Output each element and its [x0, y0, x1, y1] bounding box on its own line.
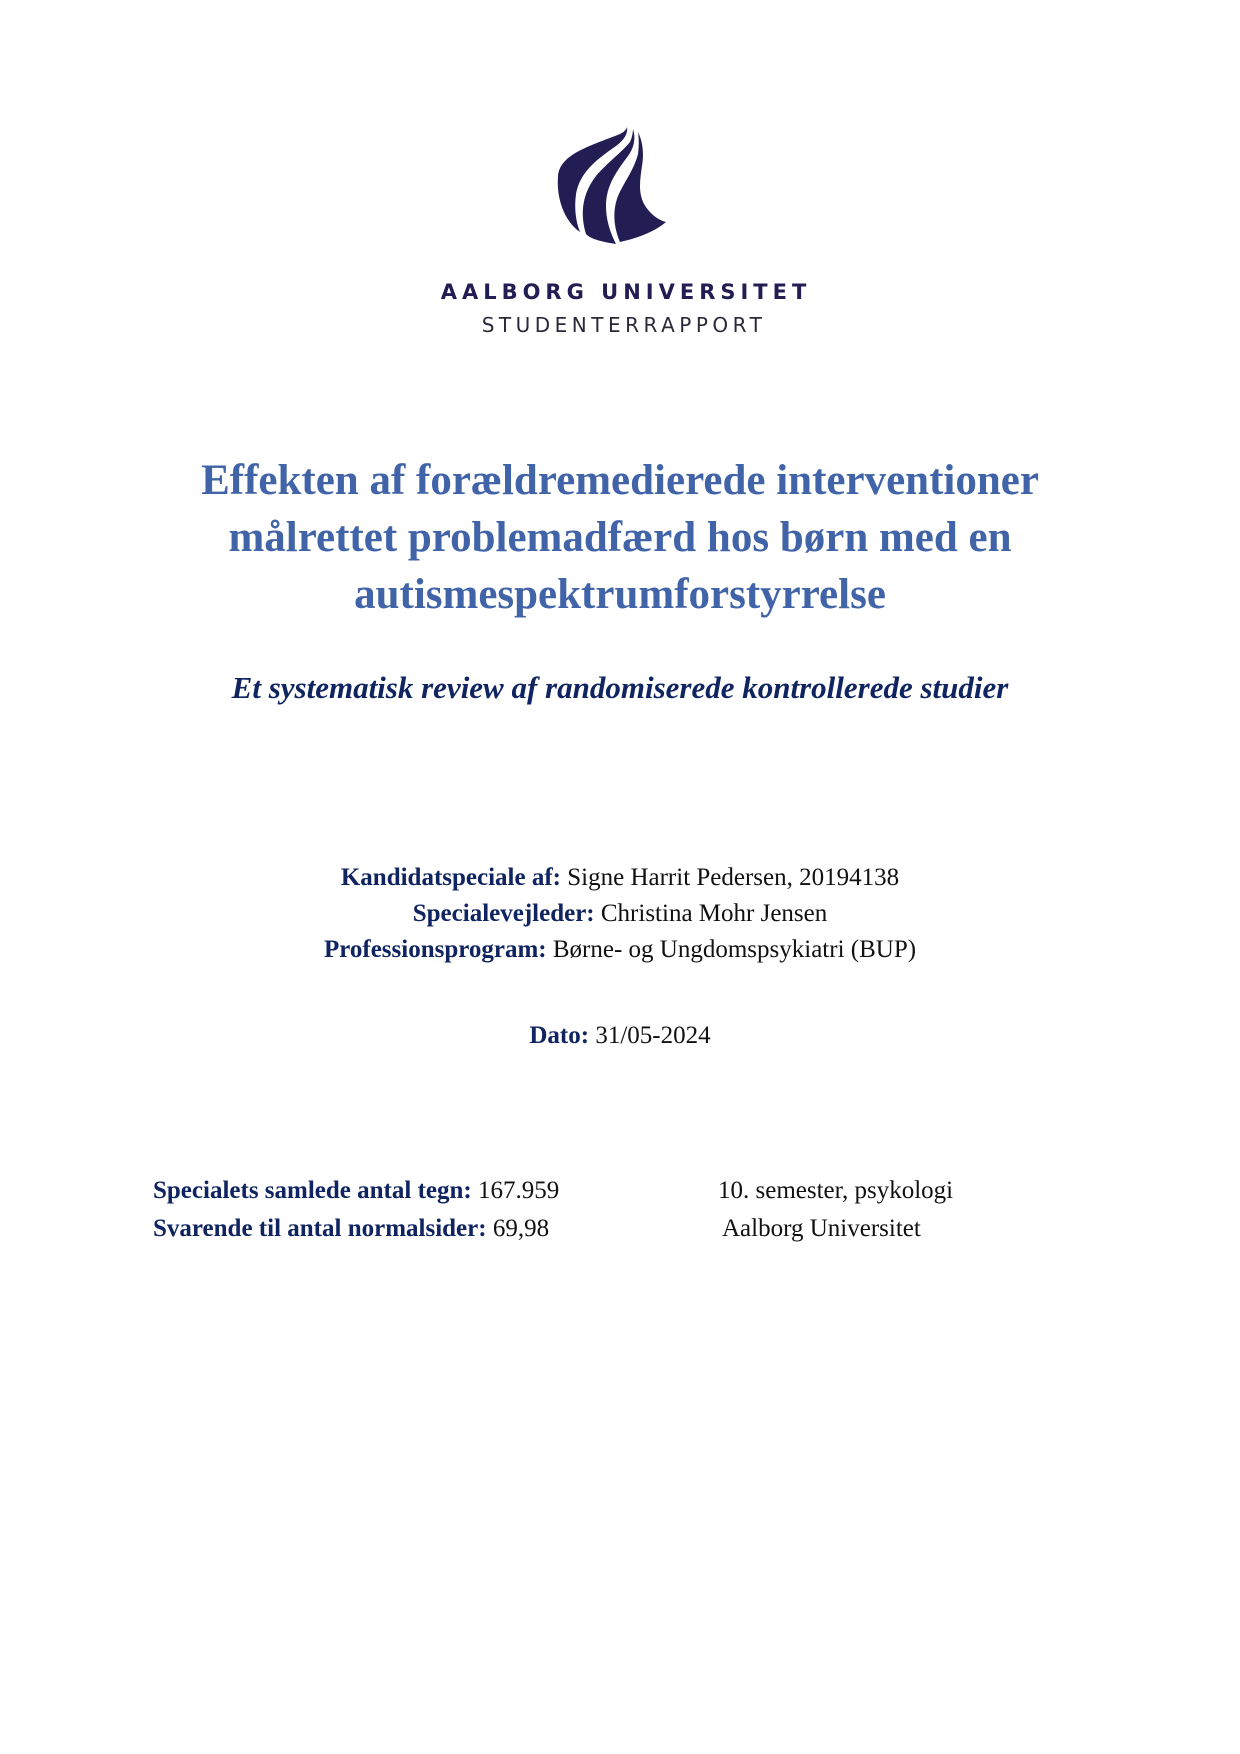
aau-sail-logo-icon: [550, 124, 680, 244]
institution-name: AALBORG UNIVERSITET: [440, 280, 812, 304]
date-row: [0, 1018, 1240, 1054]
thesis-stats: [153, 1172, 559, 1248]
page-count-value: 69,98: [492, 1215, 550, 1242]
page-count-label: Svarende til antal normalsider:: [153, 1215, 487, 1242]
university-text: Aalborg Universitet: [722, 1215, 921, 1242]
author-value: Signe Harrit Pedersen, 20194138: [567, 864, 900, 891]
date-label: Dato:: [529, 1022, 590, 1049]
date-value: 31/05-2024: [595, 1022, 711, 1049]
report-type: STUDENTERRAPPORT: [481, 313, 767, 337]
document-title: [100, 452, 1140, 623]
program-label: Professionsprogram:: [323, 936, 547, 963]
author-label: Kandidatspeciale af:: [340, 864, 561, 891]
thesis-meta: [0, 860, 1240, 968]
title-line-1: Effekten af forældremedierede interventioner: [201, 457, 1039, 504]
supervisor-value: Christina Mohr Jensen: [600, 900, 828, 927]
title-line-2: målrettet problemadfærd hos børn med en: [228, 514, 1012, 561]
char-count-row: [153, 1172, 559, 1210]
page-count-row: [153, 1210, 559, 1248]
char-count-label: Specialets samlede antal tegn:: [153, 1177, 472, 1204]
author-row: [0, 860, 1240, 896]
supervisor-row: [0, 896, 1240, 932]
program-value: Børne- og Ungdomspsykiatri (BUP): [552, 936, 917, 963]
title-line-3: autismespektrumforstyrrelse: [354, 571, 886, 618]
program-row: [0, 932, 1240, 968]
semester-text: 10. semester, psykologi: [718, 1177, 954, 1204]
program-info: [718, 1172, 953, 1248]
document-subtitle: Et systematisk review af randomiserede kontrollerede studier: [231, 670, 1009, 705]
char-count-value: 167.959: [477, 1177, 560, 1204]
supervisor-label: Specialevejleder:: [412, 900, 595, 927]
